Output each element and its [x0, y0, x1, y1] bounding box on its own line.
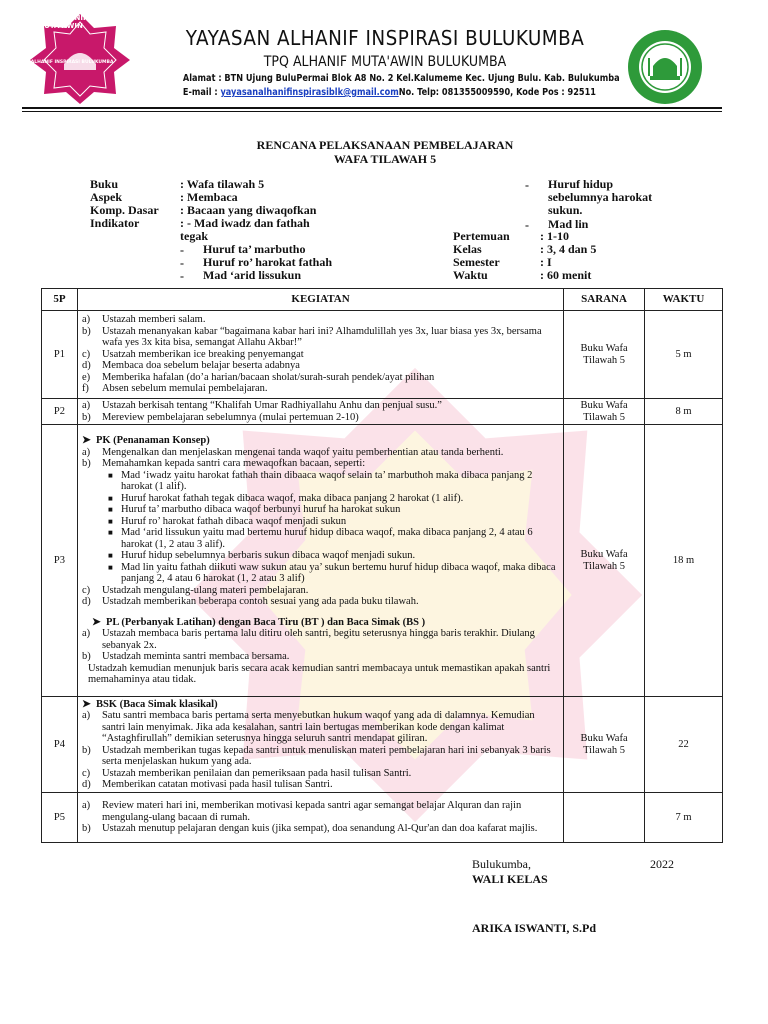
table-row [42, 399, 723, 425]
bullet-text: Mad ‘arid lissukun yaitu mad bertemu huruf hidup dibaca waqof, maka dibaca panjang 2, 4 atau 6 harokat (1, 2 atau 3 alif). [120, 527, 533, 550]
pl-heading: PL (Perbanyak Latihan) dengan Baca Tiru (BT ) dan Baca Simak (BS ) [105, 616, 426, 628]
pertemuan-value: : 1-10 [540, 229, 569, 243]
kegiatan-cell: ➤ PK (Penanaman Konsep) a) Mengenalkan dan menjelaskan mengenai tanda waqof yaitu pemberhentian atau tanda berhenti. b) Memahamkan kepada santri cara mewaqofkan bacaan, seperti: ■ Mad ‘iwadz yaitu harokat fathah thain dibaaca waqof selain ta’ marbuthoh maka dibaca panjang 2 harokat (1 alif). ■ Huruf harokat fathah tegak dibaca waqof, maka dibaca panjang 2 harokat (1 alif). ■ Huruf ta’ marbutho dibaca waqof berbunyi huruf ha harokat sukun ■ Huruf ro’ harokat fathah dibaca waqof menjadi sukun ■ Mad ‘arid lissukun yaitu mad bertemu huruf hidup dibaca waqof, maka dibaca panjang 2, 4 atau 6 harokat (1, 2 atau 3 alif). ■ Huruf hidup sebelumnya berbaris sukun dibaca waqof menjadi sukun. ■ Mad lin yaitu fathah diikuti waw sukun atau ya’ sukun bertemu huruf hidup dibaca waqof, maka dibaca panjang 2, 4 atau 6 harokat (1, 2 atau 3 alif) c) Ustadzah mengulang-ulang materi pembelajaran. d) Ustadzah memberikan beberapa contoh sesuai yang ada pada buku tilawah. ➤ PL (Perbanyak Latihan) dengan Baca Tiru (BT ) dan Baca Simak (BS ) a) Ustazah membaca baris pertama lalu ditiru oleh santri, begitu seterusnya hingga baris terakhir. Diulang sebanyak 2x. b) Ustadzah meminta santri membaca bersama. Ustadzah kemudian menunjuk baris secara acak kemudian santri membacaya untuk memastikan apakah santri memahaminya atau tidak. [77, 425, 563, 697]
signature-place: Bulukumba, [472, 857, 531, 871]
school-name: TPQ ALHANIF MUTA'AWIN BULUKUMBA [263, 54, 507, 70]
activity-text: Memberika hafalan (do’a harian/bacaan sholat/surah-surah pendek/ayat pilihan [101, 371, 435, 383]
kegiatan-cell: a) Ustazah memberi salam. b) Ustazah menanyakan kabar “bagaimana kabar hari ini? Alhamdulillah yes 3x, luar biasa yes 3x, bersama wafa yes 3x kita bisa, semangat Allahu Akbar!” c) Usatzah memberikan ice breaking penyemangat d) Membaca doa sebelum belajar beserta adabnya e) Memberika hafalan (do’a harian/bacaan sholat/surah-surah pendek/ayat pilihan f) Absen sebelum memulai pembelajaran. [77, 311, 563, 399]
step-cell: P4 [42, 697, 78, 793]
step-cell: P5 [42, 793, 78, 843]
sarana-cell: Buku Wafa Tilawah 5 [564, 425, 645, 697]
kelas-label: Kelas [453, 242, 482, 256]
table-header-row [42, 289, 723, 311]
bullet-text: Mad lin yaitu fathah diikuti waw sukun atau ya’ sukun bertemu huruf hidup dibaca waqof, maka dibaca panjang 2, 4 atau 6 harokat (1, 2 atau 3 alif) [120, 561, 556, 585]
waktu-cell: 18 m [645, 425, 723, 697]
col-header-kegiatan: KEGIATAN [77, 289, 563, 311]
contact-line [182, 87, 596, 98]
bullet-text: Huruf harokat fathah tegak dibaca waqof, maka dibaca panjang 2 harokat (1 alif). [120, 492, 464, 504]
indikator-value: : - Mad iwadz dan fathah [180, 216, 310, 230]
signature-name: ARIKA ISWANTI, S.Pd [472, 921, 597, 935]
waktu-cell: 22 [645, 697, 723, 793]
contact-phone: No. Telp: 081355009590, Kode Pos : 92511 [398, 87, 596, 98]
activity-text: Review materi hari ini, memberikan motivasi kepada santri agar semangat belajar Alquran dan rajin mengulang-ulang bacaan di rumah. [101, 800, 522, 823]
activity-text: Absen sebelum memulai pembelajaran. [101, 383, 268, 395]
buku-value: : Wafa tilawah 5 [180, 177, 265, 191]
aspek-label: Aspek [90, 190, 123, 204]
sarana-cell: Buku Wafa Tilawah 5 [564, 311, 645, 399]
col-header-sarana: SARANA [564, 289, 645, 311]
bsk-heading: BSK (Baca Simak klasikal) [95, 698, 218, 710]
activity-note: Ustadzah kemudian menunjuk baris secara acak kemudian santri membacaya untuk memastikan apakah santri memahaminya atau tidak. [87, 662, 551, 686]
indikator-right-item: Mad lin [548, 217, 589, 231]
header-divider-thin [22, 111, 722, 112]
semester-label: Semester [453, 255, 500, 269]
activity-text: Ustazah memberikan penilaian dan pemeriksaan pada hasil tulisan Santri. [101, 767, 412, 779]
header-divider [22, 107, 722, 109]
tpq-logo-text: TPQ AL-HANIF MUTA'AWIN [32, 14, 88, 30]
bullet-text: Huruf hidup sebelumnya berbaris sukun dibaca waqof menjadi sukun. [120, 550, 416, 562]
activity-text: Ustadzah mengulang-ulang materi pembelajaran. [101, 584, 309, 596]
kd-value: : Bacaan yang diwaqofkan [180, 203, 317, 217]
waktu-value: : 60 menit [540, 268, 592, 282]
indikator-right-item: Huruf hidup [548, 177, 614, 191]
sarana-cell [564, 793, 645, 843]
activity-text: Usatzah memberikan ice breaking penyemangat [101, 348, 304, 360]
activity-text: Membaca doa sebelum belajar beserta adabnya [101, 360, 300, 372]
kegiatan-cell: a) Review materi hari ini, memberikan motivasi kepada santri agar semangat belajar Alquran dan rajin mengulang-ulang bacaan di rumah. b) Ustazah menutup pelajaran dengan kuis (jika sempat), doa senandung Al-Qur'an dan doa kafarat majlis. [77, 793, 563, 843]
indikator-right-item: sebelumnya harokat [548, 190, 653, 204]
table-row [42, 311, 723, 399]
waktu-cell: 8 m [645, 399, 723, 425]
pertemuan-label: Pertemuan [453, 229, 510, 243]
activity-text: Ustazah memberi salam. [101, 314, 206, 326]
yayasan-logo [626, 28, 704, 106]
activity-text: Ustadzah memberikan tugas kepada santri untuk menuliskan materi pembelajaran hari ini sebanyak 3 baris serta menjelaskan hukum yang ada. [101, 744, 551, 767]
signature-year: 2022 [650, 857, 674, 871]
indikator-label: Indikator [90, 216, 140, 230]
indikator-right-item: sukun. [548, 203, 583, 217]
activity-text: Ustadzah memberikan beberapa contoh sesuai yang ada pada buku tilawah. [101, 596, 419, 608]
activity-text: Memberikan catatan motivasi pada hasil tulisan Santri. [101, 779, 333, 790]
kd-label: Komp. Dasar [90, 203, 159, 217]
indikator-item: Huruf ta’ marbutho [203, 242, 306, 256]
step-cell: P3 [42, 425, 78, 697]
sarana-cell: Buku Wafa Tilawah 5 [564, 697, 645, 793]
bullet-text: Huruf ta’ marbutho dibaca waqof berbunyi huruf ha harokat sukun [120, 504, 401, 516]
table-row [42, 793, 723, 843]
indikator-item: Mad ‘arid lissukun [203, 268, 302, 282]
kegiatan-cell: a) Ustazah berkisah tentang “Khalifah Umar Radhiyallahu Anhu dan penjual susu.” b) Mereview pembelajaran sebelumnya (mulai pertemuan 2-10) [77, 399, 563, 425]
address-line: Alamat : BTN Ujung BuluPermai Blok A8 No. 2 Kel.Kalumeme Kec. Ujung Bulu. Kab. Bulukumba [182, 73, 620, 84]
kegiatan-cell: ➤ BSK (Baca Simak klasikal) a) Satu santri membaca baris pertama serta menyebutkan hukum waqof yang ada di dalamnya. Kemudian santri lain menyimak. Jika ada kesalahan, santri lain bertugas memberikan kode dengan kalimat “Astaghfirullah” demikian seterusnya hingga seluruh santri mendapat giliran. b) Ustadzah memberikan tugas kepada santri untuk menuliskan materi pembelajaran hari ini sebanyak 3 baris serta menjelaskan hukum yang ada. c) Ustazah memberikan penilaian dan pemeriksaan pada hasil tulisan Santri. d) Memberikan catatan motivasi pada hasil tulisan Santri. [77, 697, 563, 793]
email-link[interactable]: yayasanalhanifinspirasiblk@gmail.com [220, 87, 399, 98]
pk-heading: PK (Penanaman Konsep) [95, 435, 210, 447]
lesson-plan-table [41, 288, 723, 843]
activity-text: Ustazah menanyakan kabar “bagaimana kabar hari ini? Alhamdulillah yes 3x, luar biasa yes 3x, bersama wafa yes 3x kita bisa, semangat Allahu Akbar!” [101, 325, 542, 349]
activity-text: Memahamkan kepada santri cara mewaqofkan bacaan, seperti: [101, 458, 366, 470]
bullet-text: Huruf ro’ harokat fathah dibaca waqof menjadi sukun [120, 515, 347, 527]
indikator-item: Huruf ro’ harokat fathah [203, 255, 333, 269]
activity-text: Satu santri membaca baris pertama serta menyebutkan hukum waqof yang ada di dalamnya. Kemudian santri lain menyimak. Jika ada kesalahan, santri lain bertugas memberikan kode dengan kalimat “Astaghfirullah” demikian seterusnya hingga seluruh santri mendapat giliran. [101, 710, 535, 744]
step-cell: P1 [42, 311, 78, 399]
signature-role: WALI KELAS [472, 872, 548, 886]
activity-text: Ustazah berkisah tentang “Khalifah Umar Radhiyallahu Anhu dan penjual susu.” [101, 400, 442, 411]
activity-text: Mengenalkan dan menjelaskan mengenai tanda waqof yaitu pemberhentian atau tanda berhenti. [101, 446, 504, 458]
col-header-waktu: WAKTU [645, 289, 723, 311]
activity-text: Ustazah menutup pelajaran dengan kuis (jika sempat), doa senandung Al-Qur'an dan doa kafarat majlis. [101, 823, 538, 835]
activity-text: Ustadzah meminta santri membaca bersama. [101, 651, 290, 663]
activity-text: Ustazah membaca baris pertama lalu ditiru oleh santri, begitu seterusnya hingga baris terakhir. Diulang sebanyak 2x. [101, 628, 535, 651]
aspek-value: : Membaca [180, 190, 238, 204]
step-cell: P2 [42, 399, 78, 425]
email-label: E-mail : [182, 87, 221, 98]
foundation-name: YAYASAN ALHANIF INSPIRASI BULUKUMBA [185, 26, 585, 50]
sarana-cell: Buku Wafa Tilawah 5 [564, 399, 645, 425]
waktu-label: Waktu [453, 268, 488, 282]
document-title: RENCANA PELAKSANAAN PEMBELAJARAN WAFA TILAWAH 5 [256, 138, 514, 166]
activity-text: Mereview pembelajaran sebelumnya (mulai pertemuan 2-10) [101, 411, 359, 423]
bullet-text: Mad ‘iwadz yaitu harokat fathah thain dibaaca waqof selain ta’ marbuthoh maka dibaca panjang 2 harokat (1 alif). [120, 469, 533, 493]
col-header-step: 5P [42, 289, 78, 311]
kelas-value: : 3, 4 dan 5 [540, 242, 597, 256]
table-row [42, 697, 723, 793]
semester-value: : I [540, 255, 552, 269]
tpq-logo-caption: YAYASAN ALHANIF INSPIRASI BULUKUMBA [6, 60, 114, 65]
waktu-cell: 5 m [645, 311, 723, 399]
indikator-cont: tegak [180, 229, 208, 243]
waktu-cell: 7 m [645, 793, 723, 843]
table-row [42, 425, 723, 697]
buku-label: Buku [90, 177, 119, 191]
